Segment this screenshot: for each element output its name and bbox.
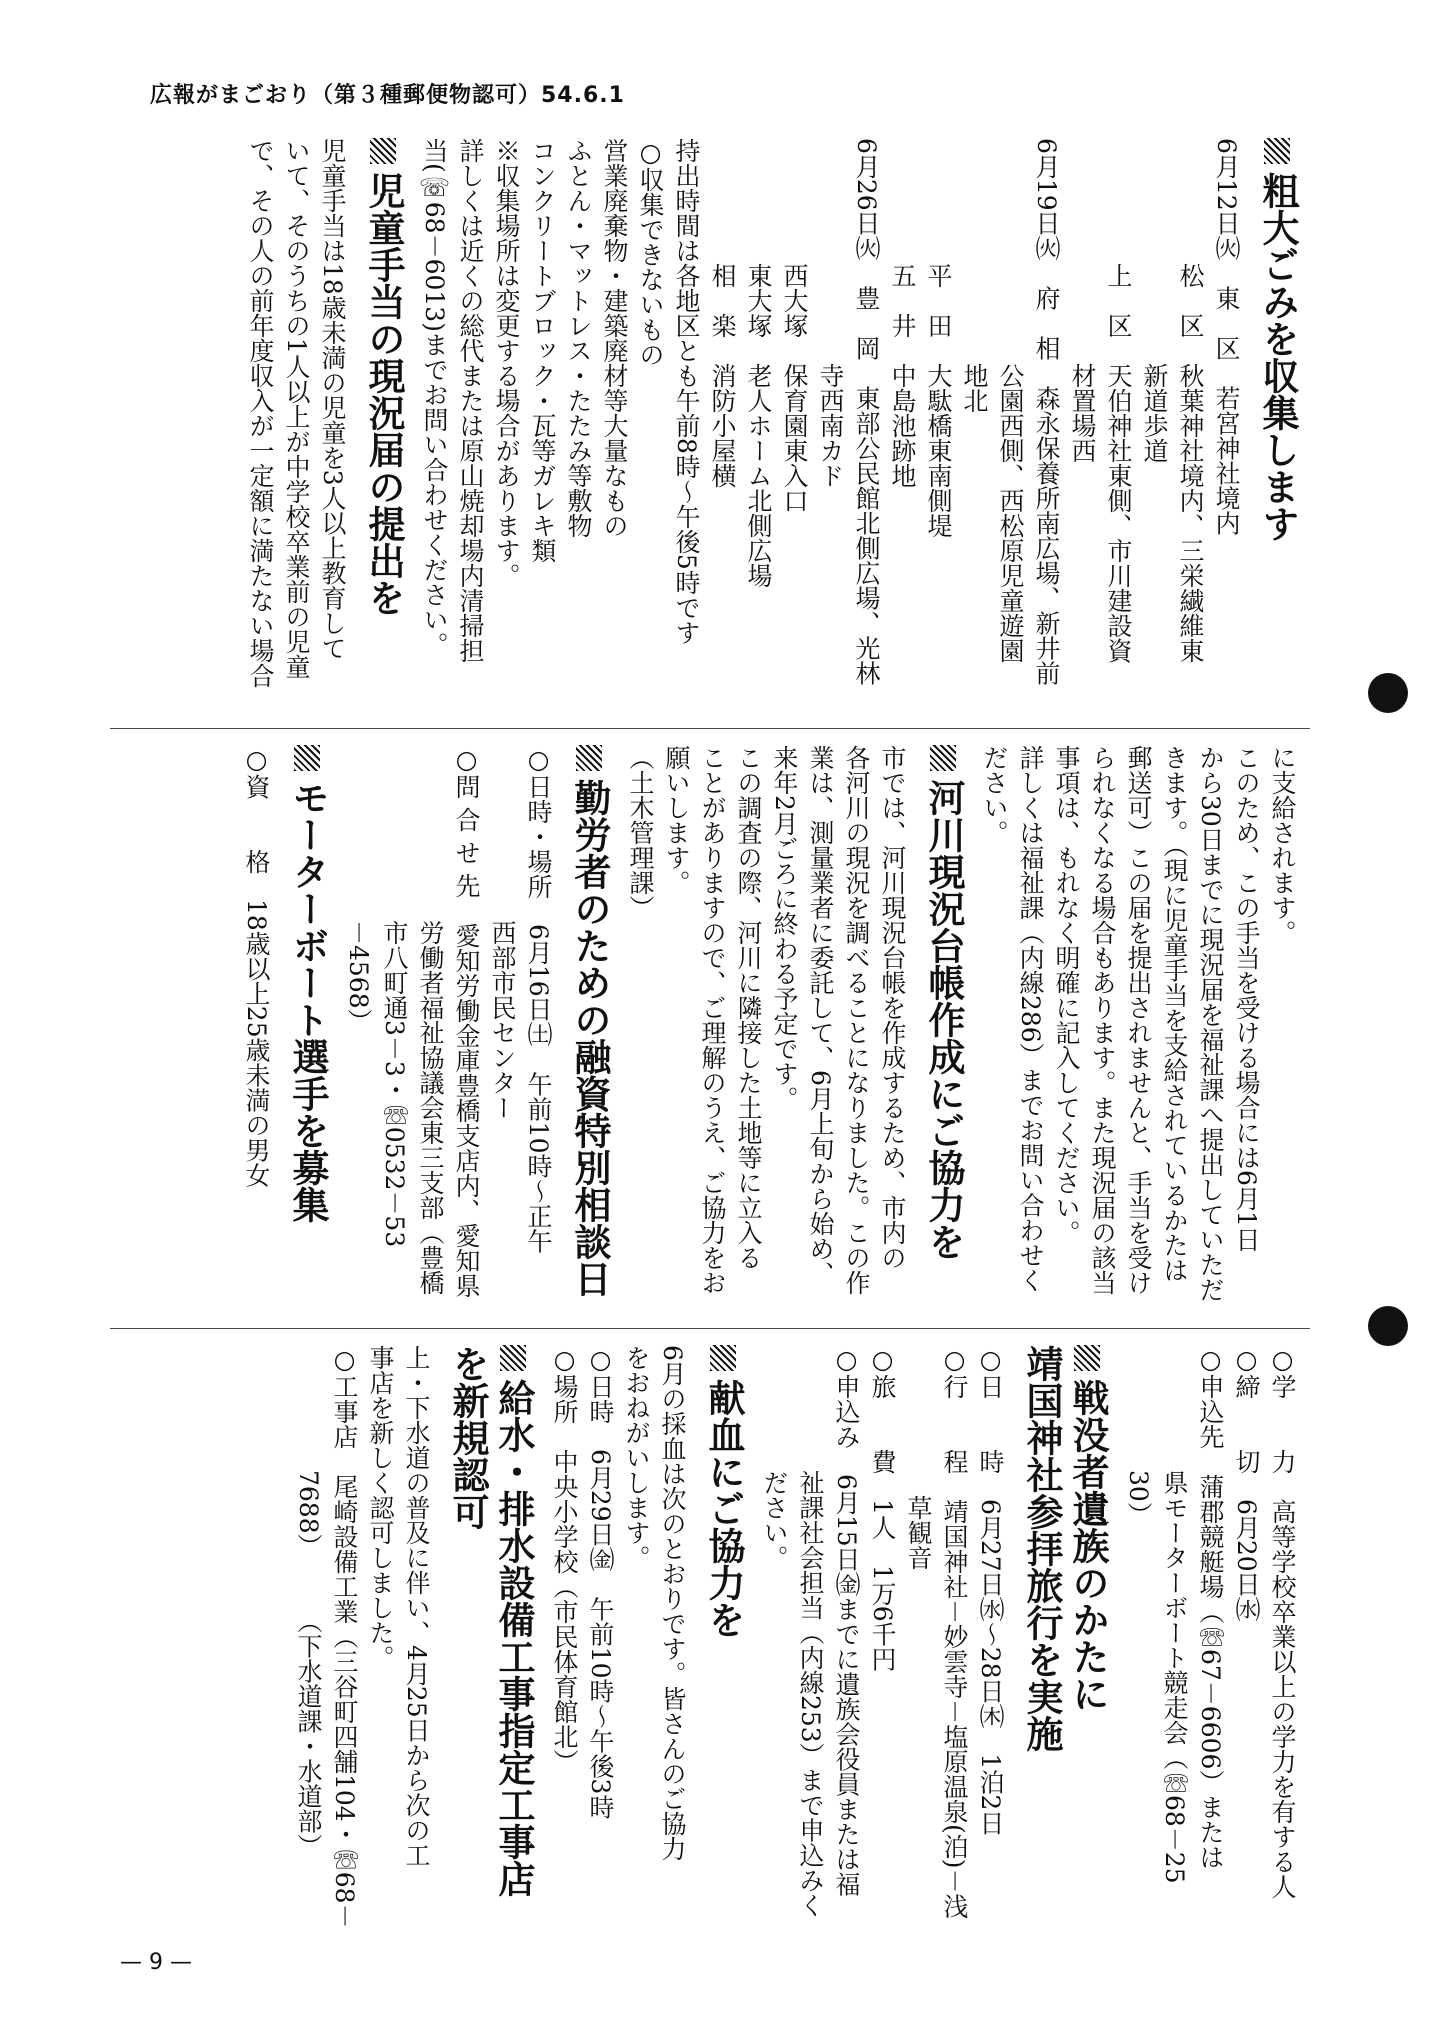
- article-body-jido-part1: 児童手当は18歳未満の児童を3人以上教育して いて、そのうちの1人以上が中学校卒業前の児童 で、その人の前年度収入が一定額に満たない場合: [246, 138, 347, 688]
- band-bottom: [110, 1345, 1300, 1935]
- article-body-motor-part1: ○資 格 18歳以上25歳未満の男女: [242, 745, 271, 1188]
- article-body-kyusui: 上・下水道の普及に伴い、4月25日から次の工 事店を新しく認可しました。 ○工事店 尾崎設備工業（三谷町四舗104・☏68－ 7688） （下水道課・水道部）: [294, 1345, 431, 1929]
- article-body-sodai: 6月12日㈫ 東 区 若宮神社境内 松 区 秋葉神社境内、三栄繊維東 新道歩道 上 区 天伯神社東側、市川建設資 材置場西 6月19日㈫ 府 相 森永保養所南広場、新井前 公園西側、西松原児童遊園 地北 平 田 大駄橋東南側堤 五 井 中島池跡地 6月26日㈫ 豊 岡 東部公民館北側広場、光林 寺西南カド 西大塚 保育園東入口 東大塚 老人ホーム北側広場 相 楽 消防小屋横 持出時間は各地区とも午前8時～午後5時です ○収集できないもの 営業廃棄物・建築廃材等大量なもの ふとん・マットレス・たたみ等敷物 コンクリートブロック・瓦等ガレキ類 ※収集場所は変更する場合があります。 詳しくは近くの総代または原山焼却場内清掃担 当(☏68－6013)までお問い合わせください。: [420, 138, 1241, 686]
- article-title-kinrosha: 勤労者のための融資特別相談日: [566, 745, 612, 1297]
- page-header: 広報がまごおり（第３種郵便物認可）54.6.1: [150, 83, 625, 108]
- article-title-kasen: 河川現況台帳作成にご協力を: [920, 745, 966, 1260]
- divider: [110, 728, 1310, 729]
- article-body-senbotsu: ○日 時 6月27日㈬～28日㈭ 1泊2日 ○行 程 靖国神社－妙雲寺－塩原温泉(泊)－浅 草観音 ○旅 費 1人 1万6千円 ○申込み 6月15日㈮までに遺族会役員または福 祉課社会担当（内線253）まで申込みく ださい。: [760, 1345, 1005, 1919]
- hatch-icon: [1074, 1345, 1100, 1371]
- hatch-icon: [370, 138, 396, 164]
- punch-hole-marker: [1368, 1306, 1408, 1346]
- article-title-motor: モーターボート選手を募集: [284, 745, 330, 1223]
- article-body-jido-part2: に支給されます。 このため、この手当を受ける場合には6月1日 から30日までに現況届を福祉課へ提出していただ きます。（現に児童手当を支給されているかたは 郵送可）この届を提出されませんと、手当を受け られなくなる場合もあります。また現況届の該当 事項は、もれなく明確に記入してください。 詳しくは福祉課（内線286）までお問い合わせく ださい。: [980, 745, 1297, 1302]
- article-body-motor-part2: ○学 力 高等学校卒業以上の学力を有する人 ○締 切 6月20日㈬ ○申込先 蒲郡競艇場（☏67－6606）または 県モーターボート競走会（☏68－25 30）: [1124, 1345, 1297, 1899]
- article-title-jido: 児童手当の現況届の提出を: [360, 138, 406, 616]
- article-title-sodai: 粗大ごみを収集します: [1254, 138, 1300, 542]
- hatch-icon: [294, 745, 320, 771]
- page-number: — 9 —: [120, 1950, 192, 1975]
- article-title-kyusui: 給水・排水設備工事指定工事店 を新規認可: [446, 1345, 535, 1897]
- article-body-kenketsu: 6月の採血は次のとおりです。皆さんのご協力 をおねがいします。 ○日時 6月29日㈮ 午前10時～午後3時 ○場所 中央小学校（市民体育館北）: [550, 1345, 687, 1861]
- hatch-icon: [930, 745, 956, 771]
- article-title-senbotsu: 戦没者遺族のかたに 靖国神社参拝旅行を実施: [1020, 1345, 1109, 1752]
- band-middle: [110, 745, 1300, 1320]
- article-title-kenketsu: 献血にご協力を: [700, 1345, 746, 1638]
- hatch-icon: [576, 745, 602, 771]
- hatch-icon: [710, 1345, 736, 1371]
- hatch-icon: [1264, 138, 1290, 164]
- band-top: [110, 138, 1300, 723]
- divider: [110, 1328, 1310, 1329]
- hatch-icon: [500, 1345, 526, 1371]
- article-body-kasen: 市では、河川現況台帳を作成するため、市内の 各河川の現況を調べることになりました。この作 業は、測量業者に委託して、6月上旬から始め、 来年2月ごろに終わる予定です。 この調査の際、河川に隣接した土地等に立入る ことがありますので、ご理解のうえ、ご協力をお 願いします。 （土木管理課）: [626, 745, 907, 1295]
- article-body-kinrosha: ○日時・場所 6月16日㈯ 午前10時～正午 西部市民センター ○問 合 せ 先 愛知労働金庫豊橋支店内、愛知県 労働者福祉協議会東三支部（豊橋 市八町通3－3・☏0532－53 －4568）: [344, 745, 553, 1298]
- punch-hole-marker: [1368, 673, 1408, 713]
